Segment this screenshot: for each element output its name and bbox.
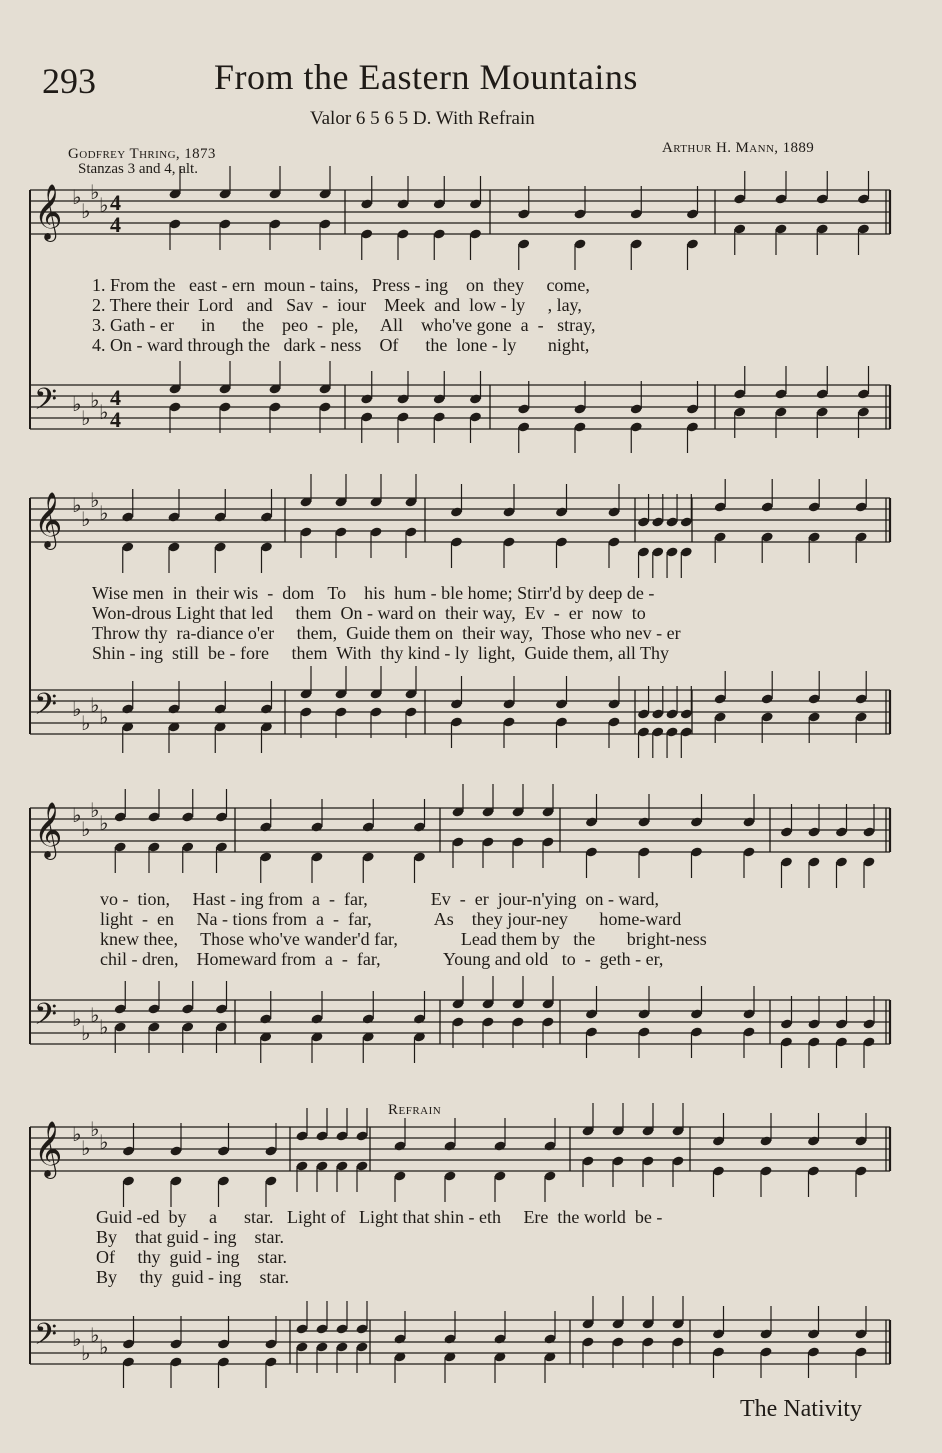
time-signature: 4 [110, 212, 121, 237]
time-signature: 4 [110, 407, 121, 432]
flat-sign: ♭ [72, 1124, 82, 1146]
flat-sign: ♭ [99, 503, 109, 525]
flat-sign: ♭ [72, 1009, 82, 1031]
treble-clef: 𝄞 [34, 1121, 63, 1177]
flat-sign: ♭ [72, 1329, 82, 1351]
flat-sign: ♭ [72, 394, 82, 416]
flat-sign: ♭ [72, 187, 82, 209]
flat-sign: ♭ [90, 695, 100, 717]
author-credit: Godfrey Thring, 1873 [68, 146, 216, 162]
bass-clef: 𝄢 [34, 998, 58, 1039]
flat-sign: ♭ [90, 1005, 100, 1027]
treble-clef: 𝄞 [34, 802, 63, 858]
author-note: Stanzas 3 and 4, alt. [78, 161, 198, 177]
lyric-line-1-2: 2. There their Lord and Sav - iour Meek and low - ly , lay, [92, 295, 582, 315]
lyric-line-3-4: chil - dren, Homeward from a - far, Young and old to - geth - er, [100, 949, 664, 969]
treble-clef: 𝄞 [34, 492, 63, 548]
tune-info: Valor 6 5 6 5 D. With Refrain [310, 108, 535, 129]
time-signature: 4 [110, 190, 121, 215]
flat-sign: ♭ [81, 201, 91, 223]
lyric-line-2-3: Throw thy ra-diance o'er them, Guide them on their way, Those who nev - er [92, 623, 681, 643]
lyric-line-2-2: Won-drous Light that led them On - ward on their way, Ev - er now to [92, 603, 646, 623]
flat-sign: ♭ [90, 1325, 100, 1347]
lyric-line-4-2: By that guid - ing star. [96, 1227, 284, 1247]
lyric-line-3-2: light - en Na - tions from a - far, As they jour-ney home-ward [100, 909, 682, 929]
hymn-number: 293 [42, 61, 96, 101]
flat-sign: ♭ [99, 1337, 109, 1359]
lyric-line-2-4: Shin - ing still be - fore them With thy kind - ly light, Guide them, all Thy [92, 643, 670, 663]
flat-sign: ♭ [81, 1343, 91, 1365]
time-signature: 4 [110, 385, 121, 410]
bass-clef: 𝄢 [34, 1318, 58, 1359]
lyric-line-1-4: 4. On - ward through the dark - ness Of the lone - ly night, [92, 335, 590, 355]
lyric-line-4-3: Of thy guid - ing star. [96, 1247, 287, 1267]
lyric-line-3-1: vo - tion, Hast - ing from a - far, Ev - er jour-n'ying on - ward, [100, 889, 660, 909]
flat-sign: ♭ [81, 1023, 91, 1045]
flat-sign: ♭ [81, 408, 91, 430]
flat-sign: ♭ [72, 495, 82, 517]
flat-sign: ♭ [72, 699, 82, 721]
bass-clef: 𝄢 [34, 383, 58, 424]
treble-clef: 𝄞 [34, 184, 63, 240]
flat-sign: ♭ [99, 813, 109, 835]
lyric-line-2-1: Wise men in their wis - dom To his hum - ble home; Stirr'd by deep de - [92, 583, 655, 603]
flat-sign: ♭ [81, 713, 91, 735]
hymn-title: From the Eastern Mountains [214, 57, 638, 97]
flat-sign: ♭ [90, 390, 100, 412]
flat-sign: ♭ [99, 1132, 109, 1154]
lyric-line-1-3: 3. Gath - er in the peo - ple, All who've gone a - stray, [92, 315, 596, 335]
flat-sign: ♭ [99, 1017, 109, 1039]
flat-sign: ♭ [99, 195, 109, 217]
bass-clef: 𝄢 [34, 688, 58, 729]
flat-sign: ♭ [81, 509, 91, 531]
lyric-line-4-1: Guid -ed by a star. Light of Light that shin - eth Ere the world be - [96, 1207, 663, 1227]
composer-credit: Arthur H. Mann, 1889 [662, 140, 815, 156]
lyric-line-4-4: By thy guid - ing star. [96, 1267, 289, 1287]
section-label: The Nativity [740, 1396, 862, 1422]
lyric-line-3-3: knew thee, Those who've wander'd far, Lead them by the bright-ness [100, 929, 707, 949]
flat-sign: ♭ [81, 819, 91, 841]
flat-sign: ♭ [90, 800, 100, 822]
flat-sign: ♭ [90, 490, 100, 512]
flat-sign: ♭ [99, 707, 109, 729]
refrain-label: Refrain [388, 1102, 442, 1118]
lyric-line-1-1: 1. From the east - ern moun - tains, Press - ing on they come, [92, 275, 590, 295]
flat-sign: ♭ [72, 805, 82, 827]
flat-sign: ♭ [81, 1138, 91, 1160]
flat-sign: ♭ [90, 1119, 100, 1141]
flat-sign: ♭ [90, 182, 100, 204]
flat-sign: ♭ [99, 402, 109, 424]
